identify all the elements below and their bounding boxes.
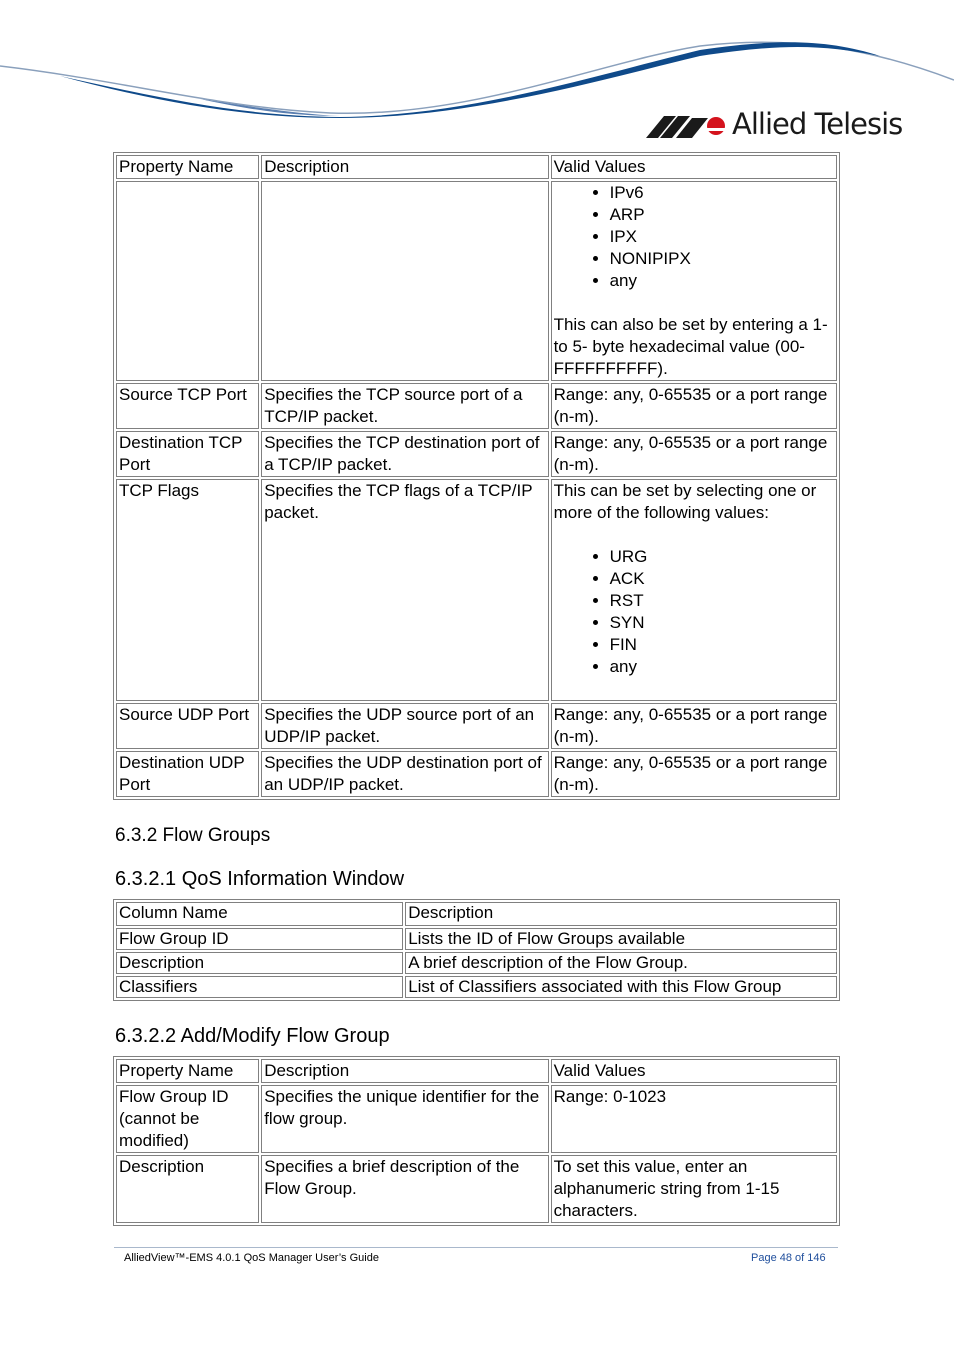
cell-desc: Lists the ID of Flow Groups available [405, 928, 837, 950]
cell-desc: Specifies the TCP flags of a TCP/IP packet. [261, 479, 548, 701]
table-row [116, 928, 837, 950]
table-row [116, 431, 837, 477]
cell-name: Description [116, 1155, 259, 1223]
list-item: • SYN [610, 612, 834, 634]
table-header-row [116, 1059, 837, 1083]
list-item: • RST [610, 590, 834, 612]
list-item: • any [610, 656, 834, 678]
cell-desc: Specifies the UDP source port of an UDP/IP packet. [261, 703, 548, 749]
cell-desc: Specifies the unique identifier for the flow group. [261, 1085, 548, 1153]
cell-desc: Specifies the TCP destination port of a TCP/IP packet. [261, 431, 548, 477]
cell-desc: Specifies the TCP source port of a TCP/IP packet. [261, 383, 548, 429]
table-header-row [116, 902, 837, 926]
footer-divider [114, 1247, 838, 1248]
header-description: Description [405, 902, 837, 926]
section-heading-qos-information-window: 6.3.2.1 QoS Information Window [115, 868, 405, 890]
cell-desc: Specifies the UDP destination port of an UDP/IP packet. [261, 751, 548, 797]
hex-value-note: This can also be set by entering a 1- to 5- byte hexadecimal value (00-FFFFFFFFFF). [553, 315, 828, 378]
cell-name: Destination TCP Port [116, 431, 259, 477]
cell-name: Source UDP Port [116, 703, 259, 749]
footer-document-title: AlliedView™-EMS 4.0.1 QoS Manager User’s Guide [124, 1252, 379, 1264]
list-item: • any [610, 270, 834, 292]
protocol-value-list [554, 182, 834, 292]
cell-valid: Range: any, 0-65535 or a port range (n-m). [551, 383, 837, 429]
table-row [116, 952, 837, 974]
cell-desc: Specifies a brief description of the Flow Group. [261, 1155, 548, 1223]
tcp-flags-intro: This can be set by selecting one or more of the following values: [553, 481, 817, 522]
header-description: Description [261, 155, 548, 179]
header-valid-values: Valid Values [551, 1059, 837, 1083]
list-item: • NONIPIPX [610, 248, 834, 270]
section-heading-add-modify-flow-group: 6.3.2.2 Add/Modify Flow Group [115, 1025, 390, 1047]
list-item: • ARP [610, 204, 834, 226]
cell-valid: Range: any, 0-65535 or a port range (n-m). [551, 431, 837, 477]
header-property-name: Property Name [116, 1059, 259, 1083]
cell-desc [261, 181, 548, 381]
add-modify-flow-group-table [113, 1056, 840, 1226]
tcp-flags-list [554, 546, 834, 678]
header-description: Description [261, 1059, 548, 1083]
cell-name: Flow Group ID (cannot be modified) [116, 1085, 259, 1153]
cell-valid: Range: 0-1023 [551, 1085, 837, 1153]
cell-name: Source TCP Port [116, 383, 259, 429]
cell-name: Destination UDP Port [116, 751, 259, 797]
header-valid-values: Valid Values [551, 155, 837, 179]
table-row [116, 703, 837, 749]
list-item: • IPX [610, 226, 834, 248]
list-item: • IPv6 [610, 182, 834, 204]
cell-valid [551, 181, 837, 381]
cell-valid: Range: any, 0-65535 or a port range (n-m). [551, 703, 837, 749]
table-row [116, 383, 837, 429]
cell-name: Flow Group ID [116, 928, 403, 950]
list-item: • URG [610, 546, 834, 568]
cell-name [116, 181, 259, 381]
list-item: • FIN [610, 634, 834, 656]
table-row [116, 751, 837, 797]
cell-name: Classifiers [116, 976, 403, 998]
cell-valid: To set this value, enter an alphanumeric string from 1-15 characters. [551, 1155, 837, 1223]
table-row-continued [116, 181, 837, 381]
table-row [116, 976, 837, 998]
footer-page-number: Page 48 of 146 [751, 1252, 826, 1264]
allied-telesis-logo [646, 108, 902, 140]
table-header-row [116, 155, 837, 179]
table-row [116, 1085, 837, 1153]
cell-desc: A brief description of the Flow Group. [405, 952, 837, 974]
allied-telesis-logo-mark [646, 108, 726, 140]
header-property-name: Property Name [116, 155, 259, 179]
cell-name: TCP Flags [116, 479, 259, 701]
cell-valid [551, 479, 837, 701]
list-item: • ACK [610, 568, 834, 590]
logo-wordmark: Allied Telesis [732, 106, 903, 141]
cell-desc: List of Classifiers associated with this Flow Group [405, 976, 837, 998]
properties-table-1 [113, 152, 840, 800]
section-heading-flow-groups: 6.3.2 Flow Groups [115, 825, 271, 846]
table-row [116, 1155, 837, 1223]
cell-name: Description [116, 952, 403, 974]
cell-valid: Range: any, 0-65535 or a port range (n-m). [551, 751, 837, 797]
qos-information-table [113, 899, 840, 1001]
header-column-name: Column Name [116, 902, 403, 926]
table-row-tcp-flags [116, 479, 837, 701]
